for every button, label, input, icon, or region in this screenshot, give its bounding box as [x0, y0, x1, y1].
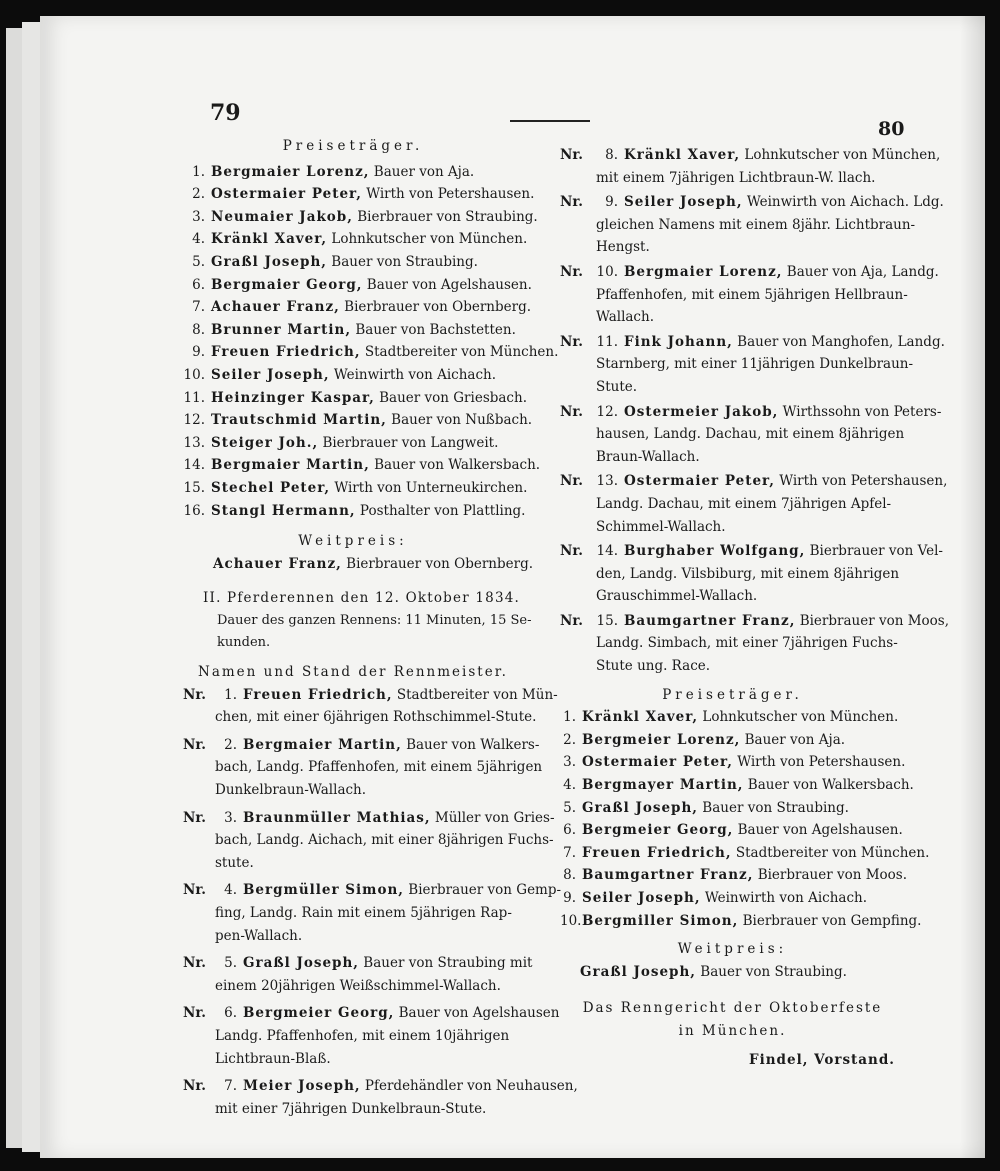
entry-number: 4. — [224, 882, 237, 899]
rider-details: Bauer von Agelshausen — [394, 1005, 560, 1022]
winner-entry — [183, 432, 523, 455]
rider-name: Baumgartner Franz, — [624, 612, 796, 629]
winner-name: Bergmaier Lorenz, — [211, 163, 370, 180]
winner-entry — [183, 251, 523, 274]
rider-entry — [183, 684, 558, 729]
winner-name: Bergmeier Lorenz, — [582, 731, 741, 748]
winner-entry — [183, 296, 532, 319]
winner-details: Bauer von Griesbach. — [374, 389, 527, 406]
winner-details: Lohnkutscher von München. — [698, 709, 899, 726]
rider-details: mit einer 7jährigen Dunkelbraun-Stute. — [215, 1100, 487, 1117]
rider-entry — [183, 1002, 560, 1070]
winner-entry — [560, 774, 914, 797]
winner-entry — [183, 228, 528, 251]
rider-details: Bauer von Manghofen, Landg. — [732, 333, 945, 350]
winner-details: Wirth von Unterneukirchen. — [330, 479, 528, 496]
winner-entry — [183, 206, 538, 229]
page-number-left: 79 — [210, 100, 241, 126]
race-duration: Dauer des ganzen Rennens: 11 Minuten, 15 Se- — [217, 612, 532, 628]
entry-label: Nr. — [183, 1005, 206, 1022]
entry-number: 2. — [224, 736, 237, 753]
side-prize-line — [183, 553, 534, 576]
rider-name: Kränkl Xaver, — [624, 147, 741, 163]
rider-entry — [560, 610, 949, 678]
rider-entry — [560, 470, 948, 538]
header-rule — [510, 120, 590, 122]
rider-details: Bierbrauer von Moos, — [795, 612, 949, 629]
winner-details: Lohnkutscher von München. — [327, 231, 528, 248]
winner-details: Bauer von Aja. — [740, 731, 846, 748]
winner-details: Bauer von Agelshausen. — [362, 276, 532, 293]
winner-entry — [183, 387, 527, 410]
winner-entry — [560, 819, 905, 842]
entry-label: Nr. — [560, 473, 583, 490]
rider-details: gleichen Namens mit einem 8jähr. Lichtbraun- — [596, 216, 916, 233]
winner-details: Bauer von Agelshausen. — [733, 822, 903, 839]
entry-number: 7. — [224, 1078, 237, 1095]
entry-number: 12. — [596, 403, 618, 420]
winner-entry — [183, 454, 541, 477]
winner-details: Bauer von Walkersbach. — [743, 777, 914, 794]
rider-details: Wallach. — [596, 309, 654, 326]
rider-name: Bergmeier Georg, — [243, 1005, 395, 1022]
rider-entry — [560, 540, 943, 608]
winner-rank: 4. — [563, 777, 576, 794]
winner-rank: 3. — [192, 208, 205, 225]
riders-list — [183, 684, 578, 1121]
side-prize-heading: Weitpreis: — [677, 941, 788, 958]
entry-label: Nr. — [560, 543, 583, 560]
riders-heading: Namen und Stand der Rennmeister. — [198, 664, 508, 681]
winner-rank: 5. — [563, 799, 576, 816]
rider-details: Stute. — [596, 378, 638, 395]
race-duration-cont: kunden. — [217, 635, 271, 651]
winner-name: Stangl Hermann, — [211, 502, 356, 519]
winner-name: Bergmiller Simon, — [582, 912, 739, 929]
rider-details: Bauer von Walkers- — [401, 736, 540, 753]
winner-name: Trautschmid Martin, — [211, 412, 387, 429]
entry-number: 3. — [224, 809, 237, 826]
winner-rank: 2. — [192, 186, 205, 203]
winner-name: Bergmayer Martin, — [582, 777, 744, 794]
rider-details: Starnberg, mit einer 11jährigen Dunkelbraun- — [596, 356, 914, 373]
winner-name: Heinzinger Kaspar, — [211, 389, 375, 406]
winner-rank: 2. — [563, 731, 576, 748]
rider-name: Meier Joseph, — [243, 1078, 361, 1095]
page-number-right: 80 — [878, 118, 905, 140]
side-prize-heading: Weitpreis: — [298, 533, 408, 550]
winner-details: Wirth von Petershausen. — [361, 186, 535, 203]
rider-details: Landg. Dachau, mit einem 7jährigen Apfel- — [596, 495, 892, 512]
winner-entry — [560, 864, 905, 887]
entry-label: Nr. — [560, 403, 583, 420]
rider-details: den, Landg. Vilsbiburg, mit einem 8jährigen — [596, 565, 900, 582]
entry-label: Nr. — [183, 736, 206, 753]
rider-details: Lichtbraun-Blaß. — [215, 1050, 331, 1067]
winners-heading: Preiseträger. — [662, 686, 803, 703]
winner-details: Stadtbereiter von München. — [360, 344, 559, 361]
riders-list — [560, 144, 949, 678]
winner-entry — [183, 409, 533, 432]
page-shadow — [960, 16, 985, 1158]
winner-details: Bierbrauer von Langweit. — [318, 434, 499, 451]
winner-rank: 1. — [192, 163, 205, 180]
rider-name: Ostermeier Jakob, — [624, 403, 779, 420]
entry-label: Nr. — [560, 147, 583, 163]
winner-details: Bierbrauer von Gempfing. — [738, 912, 922, 929]
winner-name: Baumgartner Franz, — [582, 867, 754, 884]
signature-body: Das Renngericht der Oktoberfeste — [582, 1000, 883, 1017]
entry-label: Nr. — [183, 686, 206, 703]
rider-details: Pfaffenhofen, mit einem 5jährigen Hellbraun- — [596, 286, 908, 303]
winner-entry — [560, 887, 905, 910]
rider-entry — [560, 401, 942, 469]
winner-details: Bauer von Aja. — [369, 163, 475, 180]
rider-details: mit einem 7jährigen Lichtbraun-W. llach. — [596, 169, 876, 186]
rider-details: Stadtbereiter von Mün- — [392, 686, 558, 703]
entry-label: Nr. — [183, 809, 206, 826]
winner-name: Seiler Joseph, — [582, 890, 701, 906]
winner-details: Bierbrauer von Moos. — [753, 867, 907, 884]
entry-number: 14. — [596, 543, 618, 560]
winner-name: Freuen Friedrich, — [211, 344, 361, 361]
side-prize-line — [560, 961, 905, 984]
rider-details: Landg. Simbach, mit einer 7jährigen Fuchs- — [596, 635, 898, 652]
winner-name: Kränkl Xaver, — [211, 231, 328, 248]
winner-name: Neumaier Jakob, — [211, 208, 353, 225]
rider-details: Grauschimmel-Wallach. — [596, 588, 758, 605]
winner-rank: 7. — [192, 299, 205, 316]
winner-name: Freuen Friedrich, — [582, 844, 732, 861]
winner-details: Bierbrauer von Obernberg. — [339, 299, 532, 316]
rider-entry — [560, 191, 944, 259]
winner-details: Bauer von Straubing. — [698, 799, 849, 816]
rider-details: Dunkelbraun-Wallach. — [215, 782, 367, 799]
winner-name: Graßl Joseph, — [582, 799, 699, 816]
rider-entry — [183, 807, 555, 875]
rider-details: hausen, Landg. Dachau, mit einem 8jährigen — [596, 426, 905, 443]
rider-name: Freuen Friedrich, — [243, 686, 393, 703]
winner-details: Posthalter von Plattling. — [355, 502, 526, 519]
entry-number: 10. — [596, 263, 618, 280]
rider-entry — [183, 1075, 578, 1120]
rider-details: Schimmel-Wallach. — [596, 518, 726, 535]
winner-entry — [183, 274, 532, 297]
winner-rank: 11. — [183, 389, 205, 406]
winner-name: Bergmeier Georg, — [582, 822, 734, 839]
rider-details: Hengst. — [596, 239, 650, 256]
rider-entry — [183, 734, 543, 802]
winner-rank: 4. — [192, 231, 205, 248]
winner-details: Bierbrauer von Straubing. — [352, 208, 538, 225]
rider-details: pen-Wallach. — [215, 927, 303, 944]
entry-label: Nr. — [183, 955, 206, 972]
rider-name: Bergmaier Lorenz, — [624, 263, 783, 280]
winner-rank: 12. — [183, 412, 205, 429]
entry-number: 9. — [605, 194, 618, 211]
winner-name: Steiger Joh., — [211, 434, 319, 451]
winner-rank: 13. — [183, 434, 205, 451]
rider-details: Bauer von Straubing mit — [359, 955, 533, 972]
winner-name: Bergmaier Martin, — [211, 457, 370, 474]
winner-rank: 10. — [183, 366, 205, 383]
winner-name: Stechel Peter, — [211, 479, 331, 496]
winner-rank: 10. — [560, 912, 582, 929]
winners-list — [560, 706, 930, 932]
side-prize-name: Achauer Franz, — [213, 555, 342, 572]
entry-label: Nr. — [560, 333, 583, 350]
entry-label: Nr. — [183, 1078, 206, 1095]
signatory: Findel, Vorstand. — [749, 1051, 895, 1068]
signature-place: in München. — [678, 1022, 787, 1039]
side-prize-name: Graßl Joseph, — [580, 963, 697, 980]
winner-rank: 5. — [192, 253, 205, 270]
winner-entry — [560, 842, 930, 865]
winner-rank: 15. — [183, 479, 205, 496]
rider-entry — [560, 261, 939, 329]
winner-entry — [560, 751, 905, 774]
winner-details: Bauer von Straubing. — [327, 253, 478, 270]
rider-details: einem 20jährigen Weißschimmel-Wallach. — [215, 977, 501, 994]
rider-details: Lohnkutscher von München, — [740, 147, 941, 163]
entry-number: 13. — [596, 473, 618, 490]
right-column — [560, 144, 949, 1071]
winner-name: Achauer Franz, — [211, 299, 340, 316]
entry-number: 11. — [596, 333, 618, 350]
entry-number: 15. — [596, 612, 618, 629]
winner-entry — [560, 797, 905, 820]
rider-details: bach, Landg. Aichach, mit einer 8jährigen Fuchs- — [215, 832, 554, 849]
rider-name: Braunmüller Mathias, — [243, 809, 431, 826]
winner-entry — [183, 341, 559, 364]
side-prize-rest: Bauer von Straubing. — [696, 963, 847, 980]
winner-details: Bauer von Nußbach. — [386, 412, 533, 429]
winner-rank: 9. — [192, 344, 205, 361]
rider-details: bach, Landg. Pfaffenhofen, mit einem 5jährigen — [215, 759, 543, 776]
entry-number: 1. — [224, 686, 237, 703]
rider-name: Bergmüller Simon, — [243, 882, 404, 899]
entry-number: 6. — [224, 1005, 237, 1022]
winner-details: Bauer von Walkersbach. — [369, 457, 541, 474]
entry-label: Nr. — [560, 612, 583, 629]
winner-rank: 6. — [563, 822, 576, 839]
entry-label: Nr. — [560, 194, 583, 211]
winner-entry — [560, 729, 905, 752]
rider-details: Bauer von Aja, Landg. — [782, 263, 939, 280]
rider-name: Graßl Joseph, — [243, 955, 360, 972]
winner-name: Ostermaier Peter, — [582, 754, 733, 771]
winner-rank: 8. — [192, 321, 205, 338]
winner-entry — [183, 183, 535, 206]
rider-entry — [560, 331, 945, 399]
rider-details: Wirthssohn von Peters- — [778, 403, 942, 420]
winner-rank: 14. — [183, 457, 205, 474]
rider-entry — [183, 952, 533, 997]
rider-name: Burghaber Wolfgang, — [624, 543, 806, 560]
rider-name: Fink Johann, — [624, 333, 733, 350]
rider-details: Pferdehändler von Neuhausen, — [360, 1078, 578, 1095]
rider-details: stute. — [215, 854, 254, 871]
entry-label: Nr. — [560, 263, 583, 280]
entry-number: 5. — [224, 955, 237, 972]
rider-name: Seiler Joseph, — [624, 194, 743, 211]
winner-entry — [183, 319, 523, 342]
rider-name: Ostermaier Peter, — [624, 473, 775, 490]
rider-details: Braun-Wallach. — [596, 448, 700, 465]
rider-details: Bierbrauer von Gemp- — [404, 882, 562, 899]
winner-details: Weinwirth von Aichach. — [329, 366, 497, 383]
winner-entry — [183, 500, 526, 523]
left-column — [183, 135, 578, 1125]
winner-name: Graßl Joseph, — [211, 253, 328, 270]
winner-rank: 8. — [563, 867, 576, 884]
entry-label: Nr. — [183, 882, 206, 899]
winner-rank: 6. — [192, 276, 205, 293]
rider-details: Landg. Pfaffenhofen, mit einem 10jährigen — [215, 1027, 510, 1044]
winner-details: Bauer von Bachstetten. — [351, 321, 516, 338]
rider-entry — [183, 879, 562, 947]
winner-name: Seiler Joseph, — [211, 366, 330, 383]
rider-details: fing, Landg. Rain mit einem 5jährigen Rap- — [215, 905, 512, 921]
rider-entry — [560, 144, 941, 189]
winner-rank: 16. — [183, 502, 205, 519]
winner-name: Brunner Martin, — [211, 321, 352, 338]
rider-name: Bergmaier Martin, — [243, 736, 402, 753]
rider-details: chen, mit einer 6jährigen Rothschimmel-Stute. — [215, 709, 537, 726]
winner-rank: 1. — [563, 709, 576, 726]
rider-details: Müller von Gries- — [430, 809, 555, 826]
winner-entry — [183, 161, 523, 184]
rider-details: Stute ung. Race. — [596, 658, 711, 675]
entry-number: 8. — [605, 147, 618, 163]
winner-entry — [560, 706, 905, 729]
winners-heading: Preiseträger. — [282, 138, 424, 154]
winner-rank: 9. — [563, 890, 576, 906]
winners-list — [183, 161, 559, 523]
winner-details: Weinwirth von Aichach. — [700, 890, 868, 906]
winner-entry — [183, 477, 528, 500]
winner-rank: 7. — [563, 844, 576, 861]
winner-name: Ostermaier Peter, — [211, 186, 362, 203]
race-title: II. Pferderennen den 12. Oktober 1834. — [203, 590, 521, 607]
winner-details: Wirth von Petershausen. — [732, 754, 906, 771]
rider-details: Wirth von Petershausen, — [774, 473, 948, 490]
rider-details: Bierbrauer von Vel- — [805, 543, 943, 560]
winner-entry — [560, 910, 922, 933]
winner-entry — [183, 364, 523, 387]
winner-rank: 3. — [563, 754, 576, 771]
rider-details: Weinwirth von Aichach. Ldg. — [742, 194, 944, 211]
winner-name: Kränkl Xaver, — [582, 709, 699, 726]
winner-details: Stadtbereiter von München. — [731, 844, 930, 861]
winner-name: Bergmaier Georg, — [211, 276, 363, 293]
side-prize-rest: Bierbrauer von Obernberg. — [341, 555, 534, 572]
